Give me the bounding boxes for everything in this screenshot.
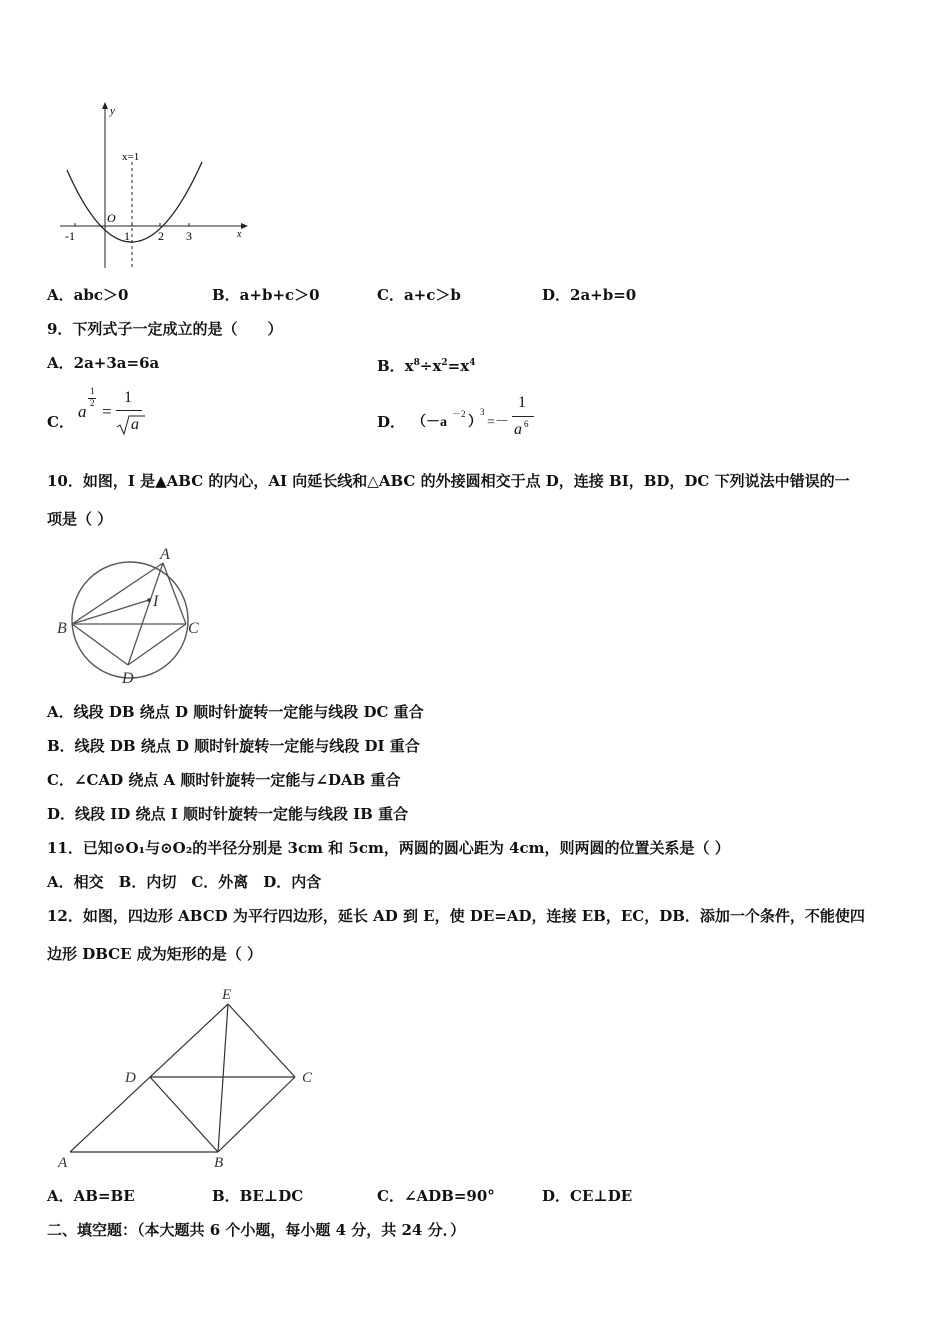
q12-option-c: C．∠ADB=90° xyxy=(377,1187,495,1205)
q8-option-d: D．2a+b=0 xyxy=(542,286,637,304)
q10-option-a: A．线段 DB 绕点 D 顺时针旋转一定能与线段 DC 重合 xyxy=(47,703,424,721)
q10-stem-line2: 项是（ ） xyxy=(47,510,113,528)
axis-of-symmetry-label: x=1 xyxy=(122,151,140,163)
parabola-graph xyxy=(55,100,255,275)
q9-option-c-formula: a 1 2 = 1 a xyxy=(78,386,158,436)
origin-label: O xyxy=(107,211,116,225)
q12-option-b: B．BE⊥DC xyxy=(212,1187,304,1205)
q10-option-c: C．∠CAD 绕点 A 顺时针旋转一定能与∠DAB 重合 xyxy=(47,771,401,789)
tick-label: -1 xyxy=(65,229,75,243)
point-label: I xyxy=(153,593,159,610)
point-label: B xyxy=(214,1155,224,1171)
q9-option-c-label: C． xyxy=(47,413,74,431)
tick-label: 1 xyxy=(124,229,130,243)
q11-stem: 11．已知⊙O₁与⊙O₂的半径分别是 3cm 和 5cm，两圆的圆心距为 4cm，则两圆的位置关系是（ ） xyxy=(47,839,730,857)
q10-stem-line1: 10．如图，I 是▲ABC 的内心，AI 向延长线和△ABC 的外接圆相交于点 D，连接 BI，BD，DC 下列说法中错误的一 xyxy=(47,472,850,490)
point-label: E xyxy=(222,987,232,1003)
section-heading: 二、填空题：（本大题共 6 个小题，每小题 4 分，共 24 分．） xyxy=(47,1221,466,1239)
q8-option-c: C．a+c＞b xyxy=(377,286,461,304)
q9-option-d-label: D． xyxy=(377,413,406,431)
q12-option-a: A．AB=BE xyxy=(47,1187,135,1205)
parallelogram-figure xyxy=(50,982,330,1172)
x-axis-label: x xyxy=(237,229,242,240)
q12-stem-line2: 边形 DBCE 成为矩形的是（ ） xyxy=(47,945,263,963)
q9-option-d-formula: （－a －2 ） 3 =－ 1 a 6 xyxy=(412,394,552,442)
point-label: B xyxy=(57,620,67,637)
point-label: D xyxy=(122,670,134,687)
q9-option-a: A．2a+3a=6a xyxy=(47,354,160,372)
q9-option-b: B．$x^8\div x^2=x^4$ xyxy=(377,357,476,375)
point-label: A xyxy=(58,1155,68,1171)
y-axis-label: y xyxy=(110,105,115,117)
q10-option-d: D．线段 ID 绕点 I 顺时针旋转一定能与线段 IB 重合 xyxy=(47,805,409,823)
q8-option-b: B．a+b+c＞0 xyxy=(212,286,320,304)
point-label: A xyxy=(160,546,170,563)
tick-label: 3 xyxy=(186,229,192,243)
tick-label: 2 xyxy=(158,229,164,243)
q8-option-a: A．abc＞0 xyxy=(47,286,129,304)
point-label: D xyxy=(125,1070,136,1086)
q9-stem: 9．下列式子一定成立的是（ ） xyxy=(47,320,283,338)
q12-stem-line1: 12．如图，四边形 ABCD 为平行四边形，延长 AD 到 E，使 DE=AD，连接 EB，EC，DB．添加一个条件，不能使四 xyxy=(47,907,865,925)
point-label: C xyxy=(302,1070,313,1086)
circle-triangle-figure xyxy=(50,543,210,688)
q11-options: A．相交 B．内切 C．外离 D．内含 xyxy=(47,873,322,891)
point-label: C xyxy=(188,620,199,637)
q12-option-d: D．CE⊥DE xyxy=(542,1187,633,1205)
q10-option-b: B．线段 DB 绕点 D 顺时针旋转一定能与线段 DI 重合 xyxy=(47,737,420,755)
